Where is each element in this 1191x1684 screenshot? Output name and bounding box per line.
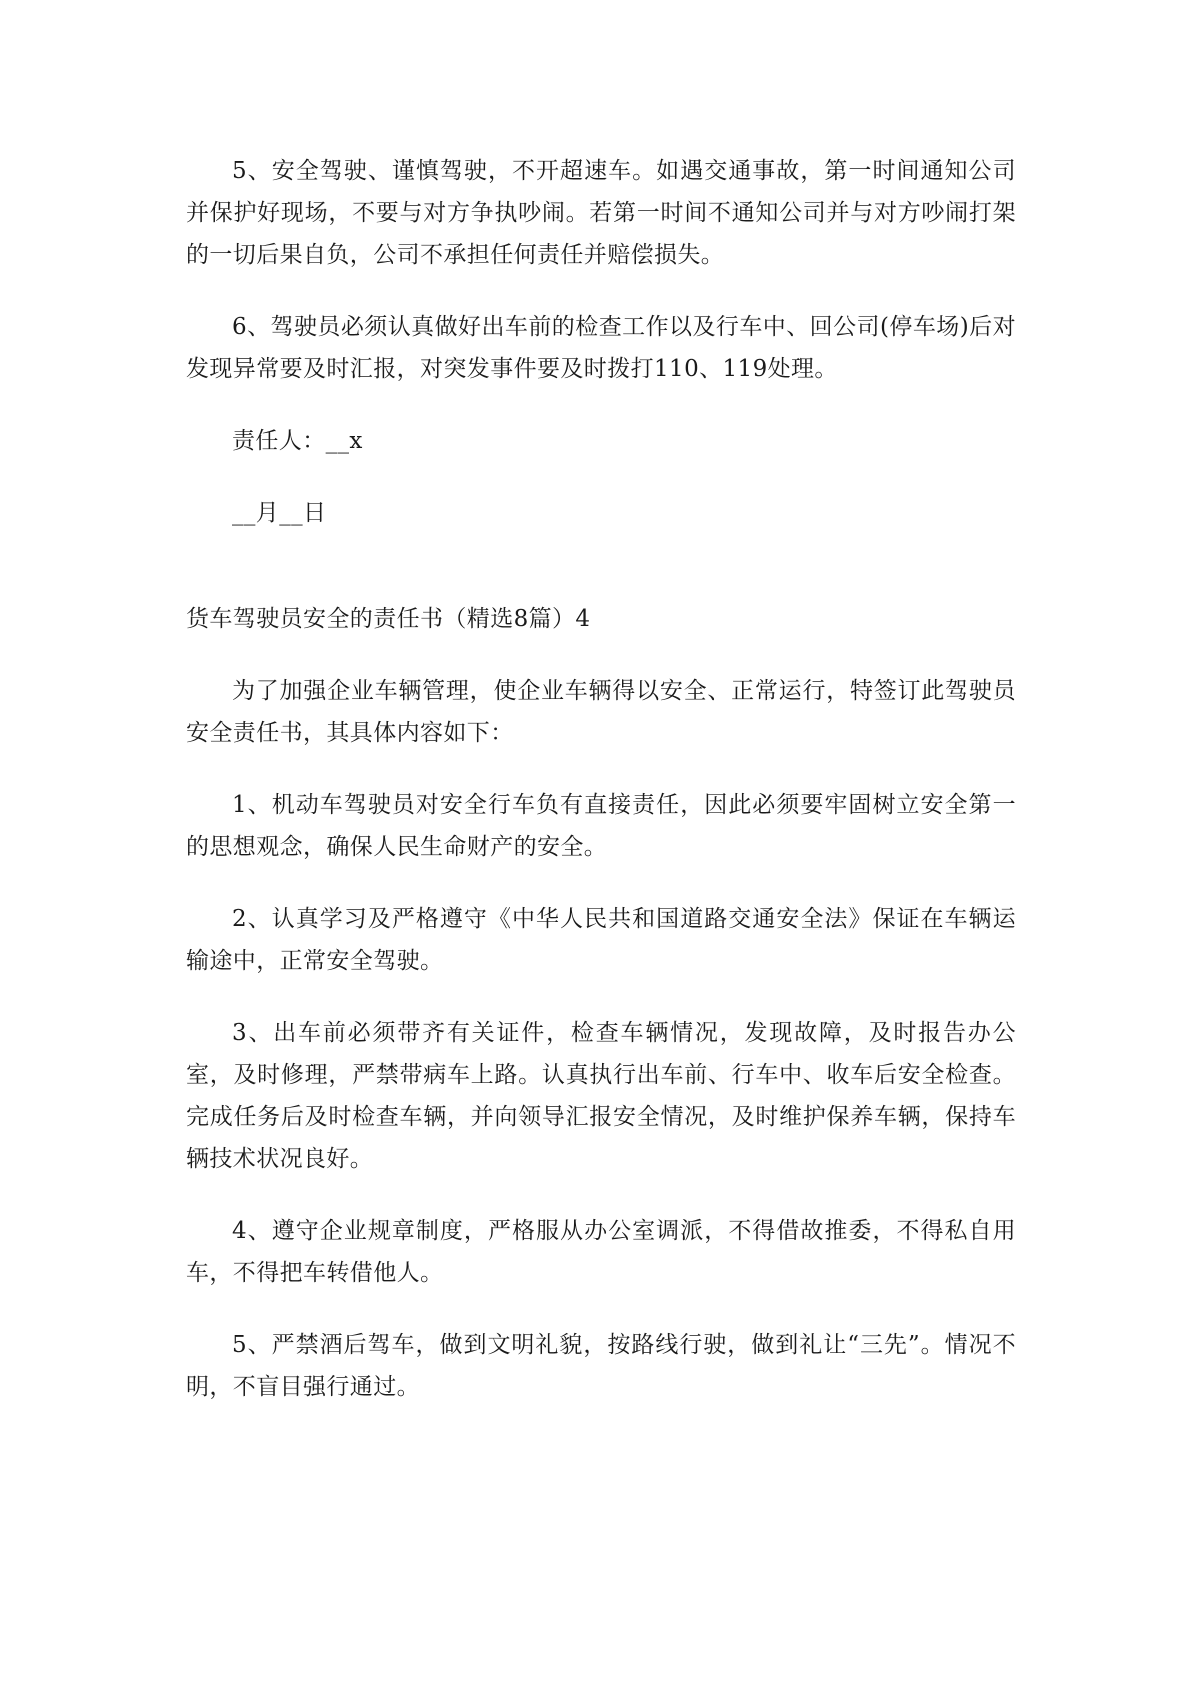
date-line: __月__日 [232, 500, 327, 526]
list-item: 4、遵守企业规章制度，严格服从办公室调派，不得借故推委，不得私自用车，不得把车转借他人。 [186, 1218, 1016, 1286]
intro-paragraph: 为了加强企业车辆管理，使企业车辆得以安全、正常运行，特签订此驾驶员安全责任书，其具体内容如下： [186, 678, 1016, 746]
list-item: 1、机动车驾驶员对安全行车负有直接责任，因此必须要牢固树立安全第一的思想观念，确保人民生命财产的安全。 [186, 792, 1016, 860]
list-item: 5、严禁酒后驾车，做到文明礼貌，按路线行驶，做到礼让“三先”。情况不明，不盲目强行通过。 [186, 1332, 1016, 1400]
paragraph-item-6-vehicle-check: 6、驾驶员必须认真做好出车前的检查工作以及行车中、回公司(停车场)后对发现异常要及时汇报，对突发事件要及时拨打110、119处理。 [186, 314, 1016, 382]
list-item: 2、认真学习及严格遵守《中华人民共和国道路交通安全法》保证在车辆运输途中，正常安全驾驶。 [186, 906, 1016, 974]
section-heading: 货车驾驶员安全的责任书（精选8篇）4 [186, 606, 591, 632]
paragraph-item-5-safe-driving: 5、安全驾驶、谨慎驾驶，不开超速车。如遇交通事故，第一时间通知公司并保护好现场，不要与对方争执吵闹。若第一时间不通知公司并与对方吵闹打架的一切后果自负，公司不承担任何责任并赔偿损失。 [186, 158, 1016, 268]
list-item: 3、出车前必须带齐有关证件，检查车辆情况，发现故障，及时报告办公室，及时修理，严禁带病车上路。认真执行出车前、行车中、收车后安全检查。完成任务后及时检查车辆，并向领导汇报安全情况，及时维护保养车辆，保持车辆技术状况良好。 [186, 1020, 1016, 1172]
document-body [186, 150, 1016, 1438]
responsible-person-line: 责任人：__x [232, 428, 363, 454]
